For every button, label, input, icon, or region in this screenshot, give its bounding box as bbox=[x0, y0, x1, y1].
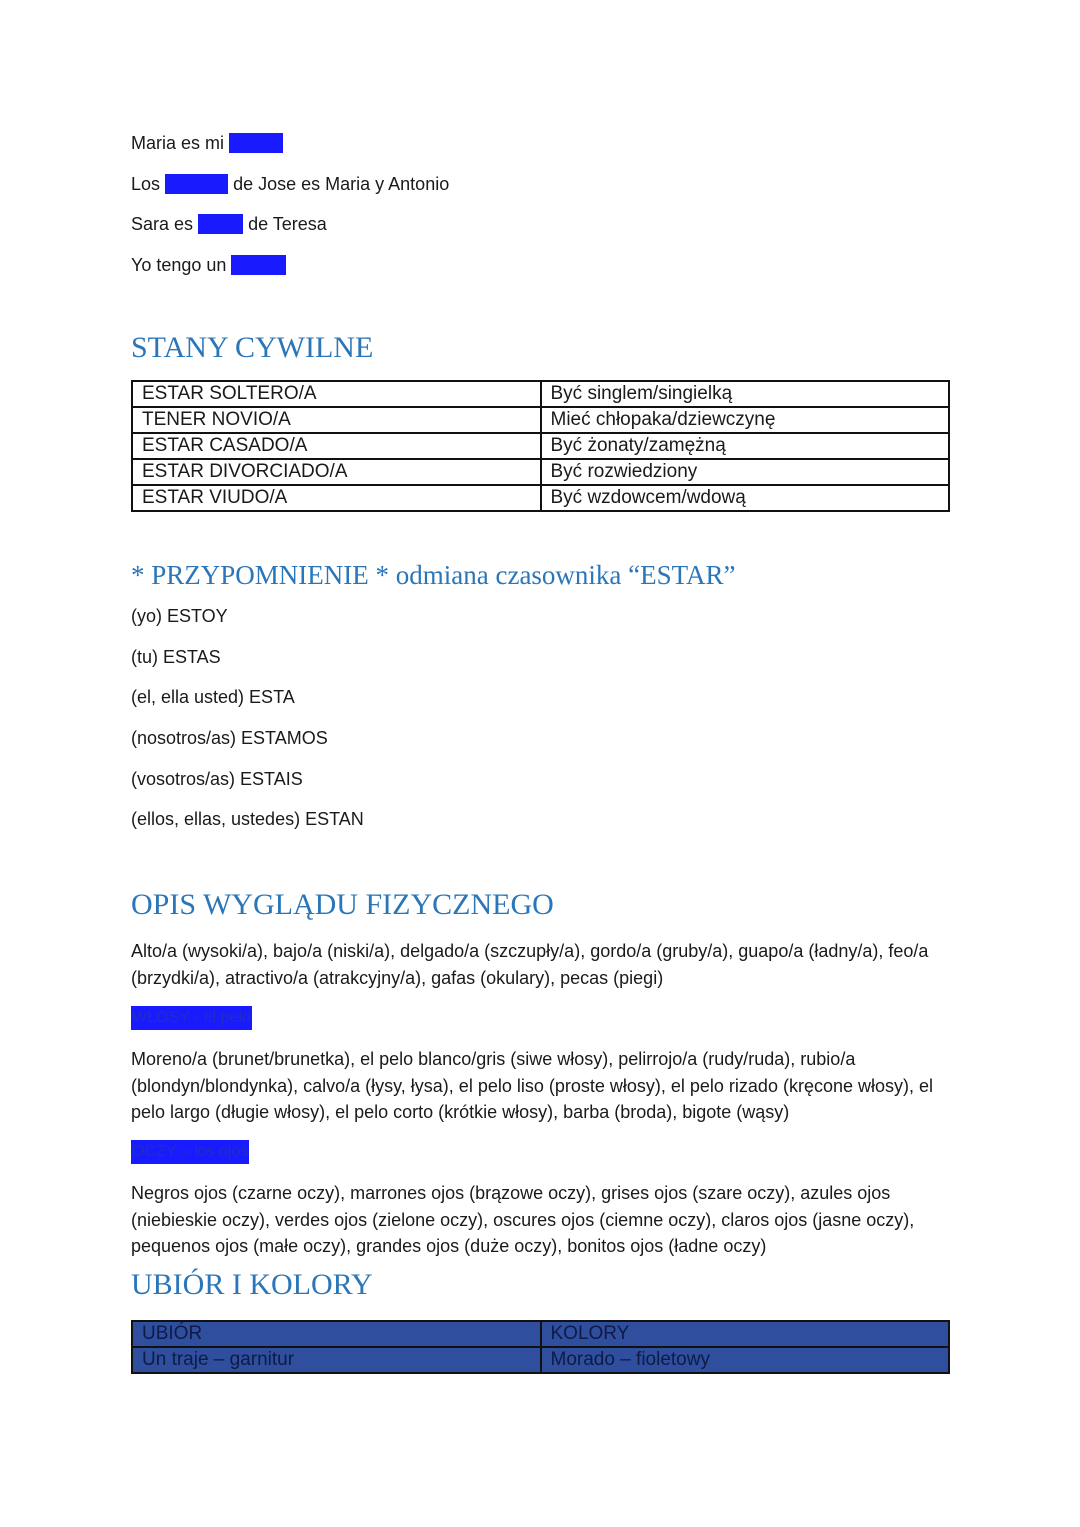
appearance-general-text: Alto/a (wysoki/a), bajo/a (niski/a), delgado/a (szczupły/a), gordo/a (gruby/a), guapo/a (ładny/a), feo/a (brzydki/a), atractivo/a (atrakcyjny/a), gafas (okulary), pecas (piegi) bbox=[131, 941, 929, 988]
table-cell: Być rozwiedziony bbox=[541, 459, 950, 485]
clothing-table bbox=[131, 1320, 950, 1374]
table-cell: TENER NOVIO/A bbox=[132, 407, 541, 433]
eyes-text: Negros ojos (czarne oczy), marrones ojos (brązowe oczy), grises ojos (szare oczy), azules ojos (niebieskie oczy), verdes ojos (zielone oczy), oscures ojos (ciemne oczy), claros ojos (jasne oczy), pequenos ojos (małe oczy), grandes ojos (duże oczy), bonitos ojos (ładne oczy) bbox=[131, 1183, 915, 1256]
sentence-text: de Jose es Maria y Antonio bbox=[228, 174, 450, 194]
table-cell: Być wzdowcem/wdową bbox=[541, 485, 950, 511]
conjugation-line: (ellos, ellas, ustedes) ESTAN bbox=[131, 809, 364, 829]
table-cell: Morado – fioletowy bbox=[541, 1347, 950, 1373]
eyes-label: OCZY – los ojos bbox=[131, 1140, 249, 1164]
conjugation-line: (el, ella usted) ESTA bbox=[131, 687, 295, 707]
table-cell: ESTAR VIUDO/A bbox=[132, 485, 541, 511]
sentence-1 bbox=[131, 132, 283, 154]
table-header-cell: KOLORY bbox=[541, 1321, 950, 1347]
highlighted-word: abuelos bbox=[165, 174, 229, 194]
table-row bbox=[132, 407, 949, 433]
appearance-heading: OPIS WYGLĄDU FIZYCZNEGO bbox=[131, 888, 554, 921]
civil-status-heading: STANY CYWILNE bbox=[131, 331, 374, 364]
sentence-4 bbox=[131, 254, 286, 276]
sentence-text: Yo tengo un bbox=[131, 255, 232, 275]
highlighted-word: abuela bbox=[229, 133, 284, 153]
sentence-3 bbox=[131, 213, 327, 235]
clothing-heading: UBIÓR I KOLORY bbox=[131, 1268, 373, 1301]
table-row bbox=[132, 485, 949, 511]
table-row bbox=[132, 381, 949, 407]
sentence-text: de Teresa bbox=[243, 214, 327, 234]
table-row bbox=[132, 433, 949, 459]
hair-text: Moreno/a (brunet/brunetka), el pelo blanco/gris (siwe włosy), pelirrojo/a (rudy/ruda), rubio/a (blondyn/blondynka), calvo/a (łysy, łysa), el pelo liso (proste włosy), el pelo rizado (kręcone włosy), el pelo largo (długie włosy), el pelo corto (krótkie włosy), barba (broda), bigote (wąsy) bbox=[131, 1049, 934, 1122]
table-row bbox=[132, 1347, 949, 1373]
table-cell: ESTAR SOLTERO/A bbox=[132, 381, 541, 407]
conjugation-line: (vosotros/as) ESTAIS bbox=[131, 769, 303, 789]
table-cell: ESTAR DIVORCIADO/A bbox=[132, 459, 541, 485]
sentence-2 bbox=[131, 173, 449, 195]
table-cell: Un traje – garnitur bbox=[132, 1347, 541, 1373]
sentence-text: Sara es bbox=[131, 214, 199, 234]
table-cell: Mieć chłopaka/dziewczynę bbox=[541, 407, 950, 433]
conjugation-line: (yo) ESTOY bbox=[131, 606, 228, 626]
table-cell: Być żonaty/zamężną bbox=[541, 433, 950, 459]
conjugation-line: (nosotros/as) ESTAMOS bbox=[131, 728, 328, 748]
table-header-row bbox=[132, 1321, 949, 1347]
conjugation-line: (tu) ESTAS bbox=[131, 647, 221, 667]
sentence-text: Los bbox=[131, 174, 166, 194]
highlighted-word: marido bbox=[231, 255, 287, 275]
highlighted-word: prima bbox=[198, 214, 244, 234]
table-header-cell: UBIÓR bbox=[132, 1321, 541, 1347]
table-cell: ESTAR CASADO/A bbox=[132, 433, 541, 459]
hair-label: WŁOSY - el pelo bbox=[131, 1006, 252, 1030]
reminder-heading: * PRZYPOMNIENIE * odmiana czasownika “ESTAR” bbox=[131, 560, 736, 590]
table-row bbox=[132, 459, 949, 485]
civil-status-table bbox=[131, 380, 950, 512]
sentence-text: Maria es mi bbox=[131, 133, 230, 153]
table-cell: Być singlem/singielką bbox=[541, 381, 950, 407]
